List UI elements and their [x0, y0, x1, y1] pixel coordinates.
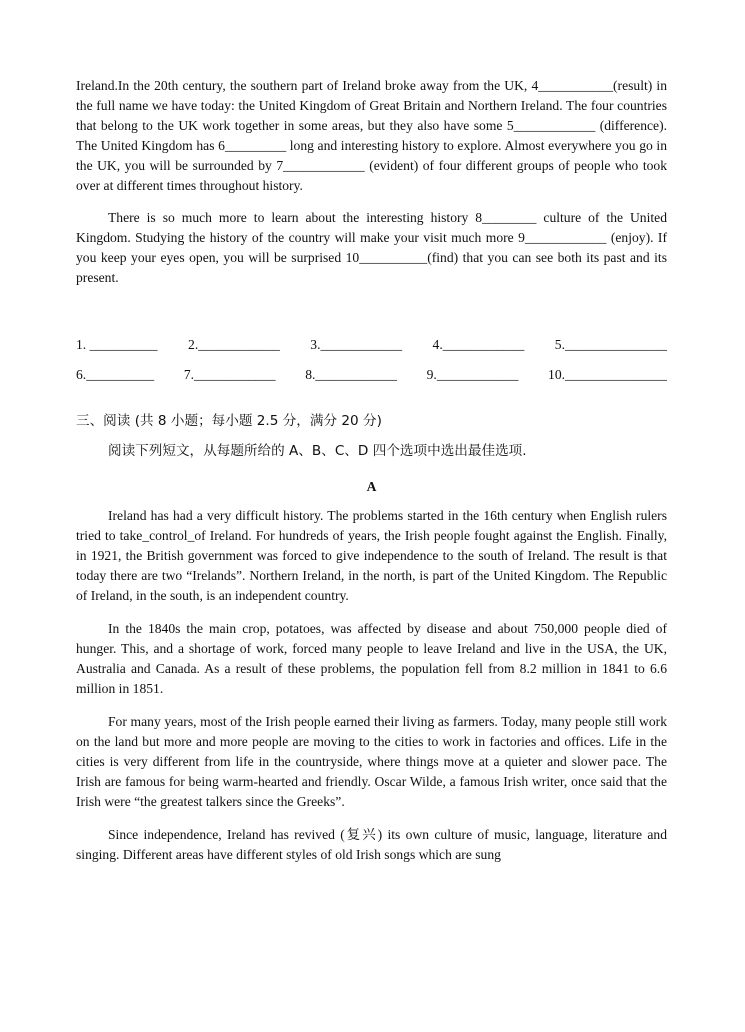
- answer-row-2: [76, 360, 667, 390]
- passage-paragraph-2: There is so much more to learn about the interesting history 8________ culture of the United Kingdom. Studying the history of the country will make your visit much more 9____________ (enjoy). If you keep your eyes open, you will be surprised 10__________(find) that you can see both its past and its present.: [76, 210, 667, 285]
- answer-blanks: [76, 330, 667, 390]
- passage-title-a: A: [366, 479, 377, 494]
- answer-blank-10[interactable]: 10._______________: [548, 367, 667, 382]
- document-page: [76, 76, 667, 865]
- answer-blank-4[interactable]: 4.____________: [432, 337, 525, 352]
- answer-blank-6[interactable]: 6.__________: [76, 367, 155, 382]
- answer-blank-7[interactable]: 7.____________: [183, 367, 276, 382]
- section-heading: 三、阅读 (共 8 小题；每小题 2.5 分，满分 20 分): [76, 413, 382, 429]
- answer-blank-2[interactable]: 2.____________: [188, 337, 280, 352]
- answer-row-1: [76, 330, 667, 360]
- answer-blank-9[interactable]: 9.____________: [426, 367, 519, 382]
- passage-paragraph-1: Ireland.In the 20th century, the southern part of Ireland broke away from the UK, 4___________(result) in the full name we have today: the United Kingdom of Great Britain and Northern Ireland. The four countries that belong to the UK work together in some areas, but they also have some 5____________ (difference). The United Kingdom has 6_________ long and interesting history to explore. Almost everywhere you go in the UK, you will be surrounded by 7____________ (evident) of four different groups of people who took over at different times throughout history.: [76, 78, 667, 193]
- reading-a-paragraph-2: In the 1840s the main crop, potatoes, was affected by disease and about 750,000 people died of hunger. This, and a shortage of work, forced many people to leave Ireland and live in the USA, the UK, Australia and Canada. As a result of these problems, the population fell from 8.2 million in 1841 to 6.6 million in 1851.: [76, 621, 667, 696]
- reading-a-paragraph-3: For many years, most of the Irish people earned their living as farmers. Today, many people still work on the land but more and more people are moving to the cities to work in factories and offices. Life in the cities is very different from life in the countryside, where things move at a quieter and slower pace. The Irish are famous for being warm-hearted and friendly. Oscar Wilde, a famous Irish writer, once said that the Irish were “the greatest talkers since the Greeks”.: [76, 714, 667, 809]
- section-instruction: 阅读下列短文，从每题所给的 A、B、C、D 四个选项中选出最佳选项.: [108, 443, 527, 459]
- reading-a-paragraph-1: Ireland has had a very difficult history. The problems started in the 16th century when English rulers tried to take_control_of Ireland. For hundreds of years, the Irish people fought against the English. Finally, in 1921, the British government was forced to give independence to the south of Ireland. The result is that today there are two “Irelands”. Northern Ireland, in the north, is part of the United Kingdom. The Republic of Ireland, in the south, is an independent country.: [76, 508, 667, 603]
- answer-blank-3[interactable]: 3.____________: [310, 337, 403, 352]
- answer-blank-8[interactable]: 8.____________: [305, 367, 397, 382]
- answer-blank-1[interactable]: 1. __________: [76, 337, 158, 352]
- reading-a-paragraph-4: Since independence, Ireland has revived (复兴) its own culture of music, language, literature and singing. Different areas have different styles of old Irish songs which are sung: [76, 827, 667, 862]
- answer-blank-5[interactable]: 5._______________: [554, 337, 667, 352]
